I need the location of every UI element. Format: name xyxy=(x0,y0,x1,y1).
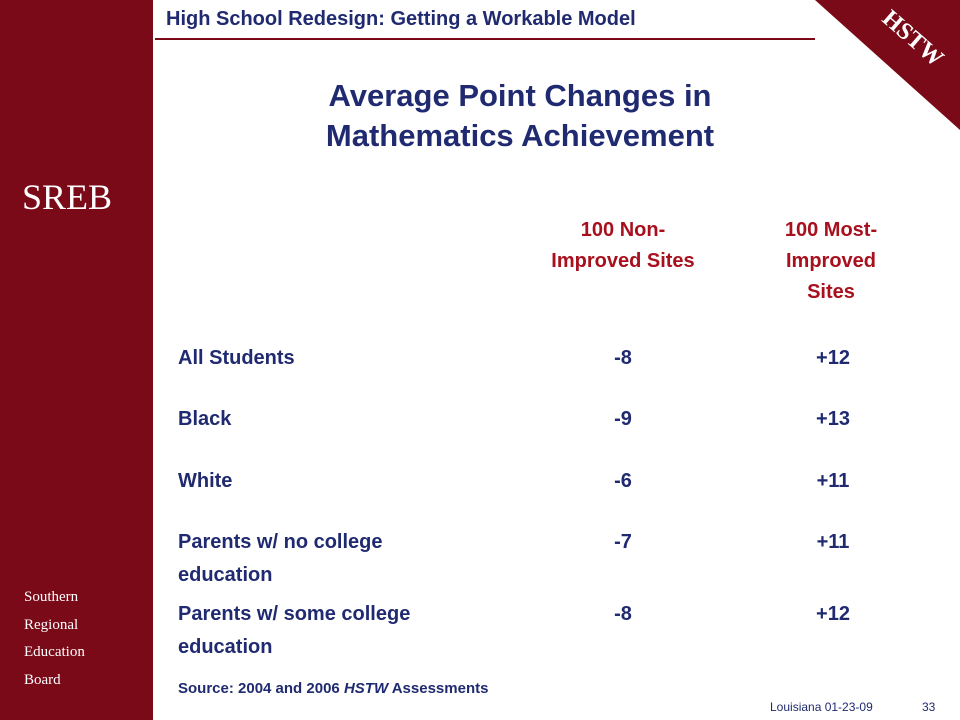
row-label-line: Parents w/ some college xyxy=(178,603,411,625)
column-header-line: Improved Sites xyxy=(551,250,695,272)
slide-title-line: Average Point Changes in xyxy=(328,78,712,113)
column-header-non-improved xyxy=(528,215,718,277)
hstw-badge-text: HSTW xyxy=(876,5,949,73)
sreb-logo: SREB xyxy=(22,177,113,217)
header-divider xyxy=(155,38,815,40)
row-label-parents-some-college xyxy=(178,598,508,664)
value-non-improved: -7 xyxy=(614,531,632,553)
column-header-most-improved xyxy=(736,215,926,308)
value-most-improved: +12 xyxy=(816,347,850,369)
org-name-line: Board xyxy=(24,671,61,688)
value-non-improved: -8 xyxy=(614,603,632,625)
sidebar xyxy=(0,0,153,720)
row-label-white: White xyxy=(178,470,233,492)
value-most-improved: +11 xyxy=(816,470,850,492)
footer-date: Louisiana 01-23-09 xyxy=(770,700,873,714)
org-name-line: Education xyxy=(24,644,85,660)
page-number: 33 xyxy=(922,700,936,714)
row-label-line: education xyxy=(178,636,273,658)
value-most-improved: +12 xyxy=(816,603,850,625)
row-label-parents-no-college xyxy=(178,526,508,592)
column-header-line: Improved xyxy=(785,250,877,272)
value-most-improved: +11 xyxy=(816,531,850,553)
slide-title xyxy=(200,76,840,156)
column-header-line: 100 Non- xyxy=(580,219,666,241)
value-most-improved: +13 xyxy=(816,408,850,430)
header-title: High School Redesign: Getting a Workable Model xyxy=(166,8,636,30)
org-name-line: Regional xyxy=(24,616,79,633)
column-header-line: Sites xyxy=(807,281,855,303)
slide-title-line: Mathematics Achievement xyxy=(325,118,715,153)
value-non-improved: -6 xyxy=(614,470,632,492)
row-label-line: Parents w/ no college xyxy=(178,531,383,553)
value-non-improved: -8 xyxy=(614,347,632,369)
organization-name xyxy=(24,584,85,694)
source-suffix: Assessments xyxy=(388,680,489,697)
source-note xyxy=(178,680,488,697)
source-prefix: Source: 2004 and 2006 xyxy=(178,680,344,697)
row-label-all-students: All Students xyxy=(178,347,295,369)
row-label-line: education xyxy=(178,564,273,586)
org-name-line: Southern xyxy=(24,589,79,605)
column-header-line: 100 Most- xyxy=(784,219,878,241)
value-non-improved: -9 xyxy=(614,408,632,430)
row-label-black: Black xyxy=(178,408,232,430)
source-emphasis: HSTW xyxy=(343,680,389,697)
